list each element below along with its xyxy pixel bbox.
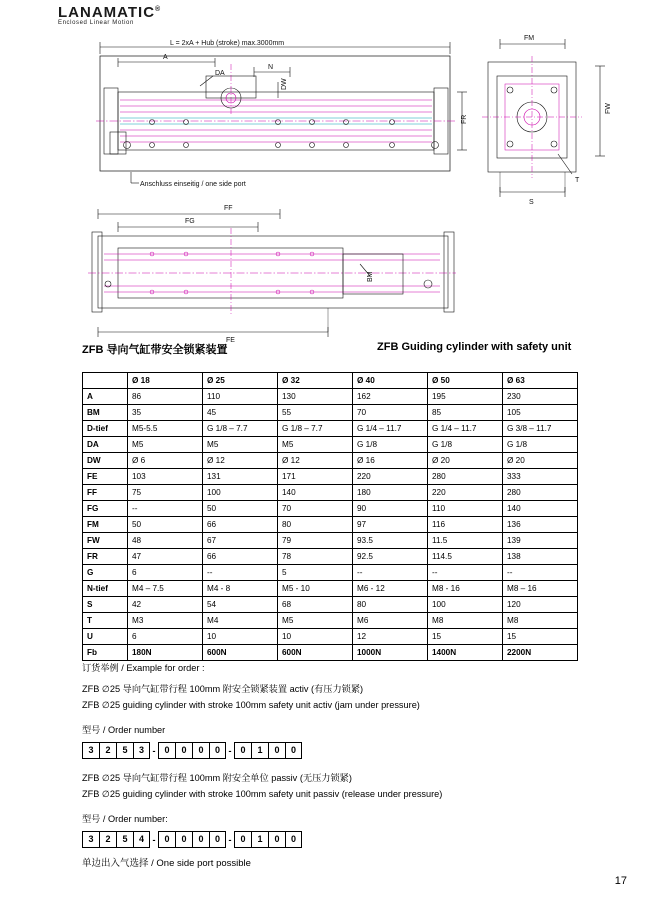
table-cell: 230 bbox=[503, 389, 578, 405]
table-cell: 220 bbox=[353, 469, 428, 485]
table-cell: 97 bbox=[353, 517, 428, 533]
table-cell: 75 bbox=[128, 485, 203, 501]
order-code-2-separator: - bbox=[152, 834, 156, 845]
table-cell: -- bbox=[428, 565, 503, 581]
table-cell: 90 bbox=[353, 501, 428, 517]
table-column-header: Ø 63 bbox=[503, 373, 578, 389]
dim-label-DW: DW bbox=[281, 78, 288, 90]
table-cell: M5-5.5 bbox=[128, 421, 203, 437]
table-cell: G 1/8 bbox=[353, 437, 428, 453]
table-cell: M4 - 8 bbox=[203, 581, 278, 597]
heading-english: ZFB Guiding cylinder with safety unit bbox=[377, 341, 572, 353]
table-row bbox=[83, 485, 578, 501]
table-cell: 100 bbox=[203, 485, 278, 501]
table-row-label: N-tief bbox=[83, 581, 128, 597]
table-row-label: DA bbox=[83, 437, 128, 453]
dim-label-FE: FE bbox=[226, 337, 235, 344]
order-code-2-digit[interactable]: 0 bbox=[268, 831, 285, 848]
order-code-2-digit[interactable]: 0 bbox=[209, 831, 226, 848]
logo-name: LANAMATIC bbox=[58, 4, 156, 21]
heading-chinese: ZFB 导向气缸带安全锁紧装置 bbox=[82, 344, 228, 356]
table-cell: 11.5 bbox=[428, 533, 503, 549]
table-row bbox=[83, 533, 578, 549]
table-row bbox=[83, 469, 578, 485]
dim-label-T: T bbox=[575, 177, 580, 184]
table-row bbox=[83, 645, 578, 661]
table-cell: 85 bbox=[428, 405, 503, 421]
table-row bbox=[83, 549, 578, 565]
order-number-label-1: 型号 / Order number bbox=[82, 725, 166, 735]
table-cell: 68 bbox=[278, 597, 353, 613]
table-corner-cell bbox=[83, 373, 128, 389]
logo-tagline: Enclosed Linear Motion bbox=[58, 20, 134, 26]
table-cell: 180N bbox=[128, 645, 203, 661]
order-example1-en: ZFB ∅25 guiding cylinder with stroke 100mm safety unit activ (jam under pressure) bbox=[82, 700, 420, 710]
order-code-1-separator: - bbox=[228, 745, 232, 756]
table-cell: 110 bbox=[203, 389, 278, 405]
table-cell: 110 bbox=[428, 501, 503, 517]
order-code-1-digit[interactable]: 0 bbox=[192, 742, 209, 759]
table-row-label: FW bbox=[83, 533, 128, 549]
order-code-1-digit[interactable]: 0 bbox=[158, 742, 175, 759]
table-cell: M4 – 7.5 bbox=[128, 581, 203, 597]
dim-label-S: S bbox=[529, 199, 534, 206]
table-cell: 15 bbox=[503, 629, 578, 645]
table-row-label: Fb bbox=[83, 645, 128, 661]
table-cell: 162 bbox=[353, 389, 428, 405]
drawing-svg bbox=[0, 14, 653, 344]
table-cell: 10 bbox=[278, 629, 353, 645]
table-row-label: S bbox=[83, 597, 128, 613]
order-number-boxes-1 bbox=[82, 742, 622, 759]
table-cell: 171 bbox=[278, 469, 353, 485]
table-cell: 86 bbox=[128, 389, 203, 405]
table-cell: 12 bbox=[353, 629, 428, 645]
table-cell: 140 bbox=[278, 485, 353, 501]
table-cell: 180 bbox=[353, 485, 428, 501]
table-column-header: Ø 32 bbox=[278, 373, 353, 389]
table-cell: 66 bbox=[203, 549, 278, 565]
order-code-2-digit[interactable]: 2 bbox=[99, 831, 116, 848]
table-row bbox=[83, 613, 578, 629]
table-row-label: FM bbox=[83, 517, 128, 533]
table-cell: 280 bbox=[503, 485, 578, 501]
order-code-2-digit[interactable]: 0 bbox=[234, 831, 251, 848]
table-cell: M6 - 12 bbox=[353, 581, 428, 597]
order-code-2-digit[interactable]: 0 bbox=[192, 831, 209, 848]
order-code-2-digit[interactable]: 4 bbox=[133, 831, 150, 848]
table-cell: Ø 20 bbox=[503, 453, 578, 469]
order-code-2-digit[interactable]: 0 bbox=[285, 831, 302, 848]
table-cell: 1400N bbox=[428, 645, 503, 661]
order-example2-en: ZFB ∅25 guiding cylinder with stroke 100mm safety unit passiv (release under pressure) bbox=[82, 789, 443, 799]
table-row bbox=[83, 405, 578, 421]
page-number: 17 bbox=[614, 875, 627, 887]
table-cell: 6 bbox=[128, 629, 203, 645]
table-cell: M8 bbox=[503, 613, 578, 629]
table-row bbox=[83, 581, 578, 597]
table-column-header: Ø 50 bbox=[428, 373, 503, 389]
table-cell: 136 bbox=[503, 517, 578, 533]
table-cell: 105 bbox=[503, 405, 578, 421]
order-number-boxes-2 bbox=[82, 831, 622, 848]
table-cell: M5 - 10 bbox=[278, 581, 353, 597]
order-code-1-digit[interactable]: 0 bbox=[268, 742, 285, 759]
table-row bbox=[83, 597, 578, 613]
table-cell: 195 bbox=[428, 389, 503, 405]
table-cell: M3 bbox=[128, 613, 203, 629]
table-cell: 130 bbox=[278, 389, 353, 405]
order-code-1-digit[interactable]: 0 bbox=[175, 742, 192, 759]
table-cell: 15 bbox=[428, 629, 503, 645]
order-code-1-digit[interactable]: 2 bbox=[99, 742, 116, 759]
table-cell: 120 bbox=[503, 597, 578, 613]
order-example2-cn: ZFB ∅25 导向气缸带行程 100mm 附安全单位 passiv (无压力锁紧) bbox=[82, 773, 352, 783]
table-cell: -- bbox=[203, 565, 278, 581]
table-cell: 93.5 bbox=[353, 533, 428, 549]
table-cell: 47 bbox=[128, 549, 203, 565]
order-code-2-digit[interactable]: 0 bbox=[175, 831, 192, 848]
table-row-label: FE bbox=[83, 469, 128, 485]
table-cell: 78 bbox=[278, 549, 353, 565]
table-row-label: T bbox=[83, 613, 128, 629]
table-cell: G 1/8 bbox=[428, 437, 503, 453]
table-cell: Ø 12 bbox=[203, 453, 278, 469]
order-code-1-digit[interactable]: 3 bbox=[133, 742, 150, 759]
table-cell: 600N bbox=[203, 645, 278, 661]
order-code-1-digit[interactable]: 0 bbox=[285, 742, 302, 759]
order-code-1-separator: - bbox=[152, 745, 156, 756]
table-row bbox=[83, 501, 578, 517]
table-cell: G 1/8 – 7.7 bbox=[203, 421, 278, 437]
table-cell: Ø 16 bbox=[353, 453, 428, 469]
dim-label-L: L = 2xA + Hub (stroke) max.3000mm bbox=[170, 40, 285, 47]
dim-label-FR: FR bbox=[461, 114, 468, 124]
table-cell: 5 bbox=[278, 565, 353, 581]
order-code-2-separator: - bbox=[228, 834, 232, 845]
table-cell: G 3/8 – 11.7 bbox=[503, 421, 578, 437]
logo-registered: ® bbox=[155, 6, 162, 13]
table-cell: Ø 6 bbox=[128, 453, 203, 469]
table-cell: 67 bbox=[203, 533, 278, 549]
table-cell: 600N bbox=[278, 645, 353, 661]
order-example-title: 订货举例 / Example for order : bbox=[82, 663, 205, 673]
table-cell: 116 bbox=[428, 517, 503, 533]
table-cell: 220 bbox=[428, 485, 503, 501]
dim-label-N: N bbox=[268, 64, 274, 71]
table-cell: 100 bbox=[428, 597, 503, 613]
table-row-label: U bbox=[83, 629, 128, 645]
specification-table bbox=[82, 372, 578, 661]
section-headings bbox=[82, 341, 627, 357]
table-cell: 2200N bbox=[503, 645, 578, 661]
table-cell: M5 bbox=[278, 437, 353, 453]
table-cell: M8 bbox=[428, 613, 503, 629]
table-cell: -- bbox=[128, 501, 203, 517]
order-code-1-digit[interactable]: 0 bbox=[234, 742, 251, 759]
order-code-2-digit[interactable]: 1 bbox=[251, 831, 268, 848]
table-cell: M6 bbox=[353, 613, 428, 629]
table-cell: 1000N bbox=[353, 645, 428, 661]
table-cell: M8 - 16 bbox=[428, 581, 503, 597]
table-cell: 35 bbox=[128, 405, 203, 421]
table-cell: 114.5 bbox=[428, 549, 503, 565]
table-row bbox=[83, 437, 578, 453]
technical-drawing bbox=[0, 14, 653, 344]
table-cell: M5 bbox=[278, 613, 353, 629]
table-cell: G 1/4 – 11.7 bbox=[428, 421, 503, 437]
table-cell: G 1/8 – 7.7 bbox=[278, 421, 353, 437]
table-header-row bbox=[83, 373, 578, 389]
table-cell: M8 – 16 bbox=[503, 581, 578, 597]
table-cell: 45 bbox=[203, 405, 278, 421]
table-cell: 50 bbox=[203, 501, 278, 517]
table-cell: 131 bbox=[203, 469, 278, 485]
order-example1-cn: ZFB ∅25 导向气缸带行程 100mm 附安全锁紧装置 activ (有压力锁紧) bbox=[82, 684, 364, 694]
table-cell: Ø 12 bbox=[278, 453, 353, 469]
table-cell: 92.5 bbox=[353, 549, 428, 565]
order-code-1-digit[interactable]: 3 bbox=[82, 742, 99, 759]
table-cell: -- bbox=[503, 565, 578, 581]
table-row bbox=[83, 629, 578, 645]
table-cell: Ø 20 bbox=[428, 453, 503, 469]
table-row-label: A bbox=[83, 389, 128, 405]
order-code-1-digit[interactable]: 1 bbox=[251, 742, 268, 759]
table-cell: M4 bbox=[203, 613, 278, 629]
table-row-label: FR bbox=[83, 549, 128, 565]
table-column-header: Ø 40 bbox=[353, 373, 428, 389]
order-section bbox=[82, 660, 622, 850]
table-cell: 80 bbox=[353, 597, 428, 613]
order-code-2-digit[interactable]: 0 bbox=[158, 831, 175, 848]
table-cell: 79 bbox=[278, 533, 353, 549]
table-row-label: FF bbox=[83, 485, 128, 501]
table-cell: G 1/4 – 11.7 bbox=[353, 421, 428, 437]
table-cell: 42 bbox=[128, 597, 203, 613]
order-code-2-digit[interactable]: 5 bbox=[116, 831, 133, 848]
table-cell: 50 bbox=[128, 517, 203, 533]
order-code-1-digit[interactable]: 5 bbox=[116, 742, 133, 759]
table-cell: 6 bbox=[128, 565, 203, 581]
table-column-header: Ø 18 bbox=[128, 373, 203, 389]
dim-label-DA: DA bbox=[215, 70, 225, 77]
table-cell: 48 bbox=[128, 533, 203, 549]
table-cell: M5 bbox=[203, 437, 278, 453]
table-row bbox=[83, 453, 578, 469]
table-row bbox=[83, 517, 578, 533]
table-row-label: DW bbox=[83, 453, 128, 469]
table-row bbox=[83, 565, 578, 581]
dim-label-FG: FG bbox=[185, 218, 195, 225]
dim-label-FW: FW bbox=[605, 103, 612, 114]
table-cell: 80 bbox=[278, 517, 353, 533]
table-cell: 280 bbox=[428, 469, 503, 485]
table-column-header: Ø 25 bbox=[203, 373, 278, 389]
dim-label-BM: BM bbox=[367, 271, 374, 282]
table-cell: 70 bbox=[353, 405, 428, 421]
table-cell: G 1/8 bbox=[503, 437, 578, 453]
table-cell: 140 bbox=[503, 501, 578, 517]
dim-label-FF: FF bbox=[224, 205, 233, 212]
table-cell: 70 bbox=[278, 501, 353, 517]
table-cell: -- bbox=[353, 565, 428, 581]
table-row-label: BM bbox=[83, 405, 128, 421]
order-code-2-digit[interactable]: 3 bbox=[82, 831, 99, 848]
table-row bbox=[83, 421, 578, 437]
table-cell: 10 bbox=[203, 629, 278, 645]
footnote: 单边出入气选择 / One side port possible bbox=[82, 858, 251, 869]
dim-label-FM: FM bbox=[524, 35, 535, 42]
table-cell: 66 bbox=[203, 517, 278, 533]
table-cell: 103 bbox=[128, 469, 203, 485]
table-cell: 54 bbox=[203, 597, 278, 613]
table-cell: 333 bbox=[503, 469, 578, 485]
table-row-label: D-tief bbox=[83, 421, 128, 437]
table-cell: M5 bbox=[128, 437, 203, 453]
dim-label-A: A bbox=[163, 54, 168, 61]
table-cell: 138 bbox=[503, 549, 578, 565]
table-row bbox=[83, 389, 578, 405]
table-cell: 139 bbox=[503, 533, 578, 549]
order-number-label-2: 型号 / Order number: bbox=[82, 814, 168, 824]
table-row-label: G bbox=[83, 565, 128, 581]
order-code-1-digit[interactable]: 0 bbox=[209, 742, 226, 759]
table-cell: 55 bbox=[278, 405, 353, 421]
table-row-label: FG bbox=[83, 501, 128, 517]
note-one-side-port: Anschluss einseitig / one side port bbox=[140, 181, 246, 188]
